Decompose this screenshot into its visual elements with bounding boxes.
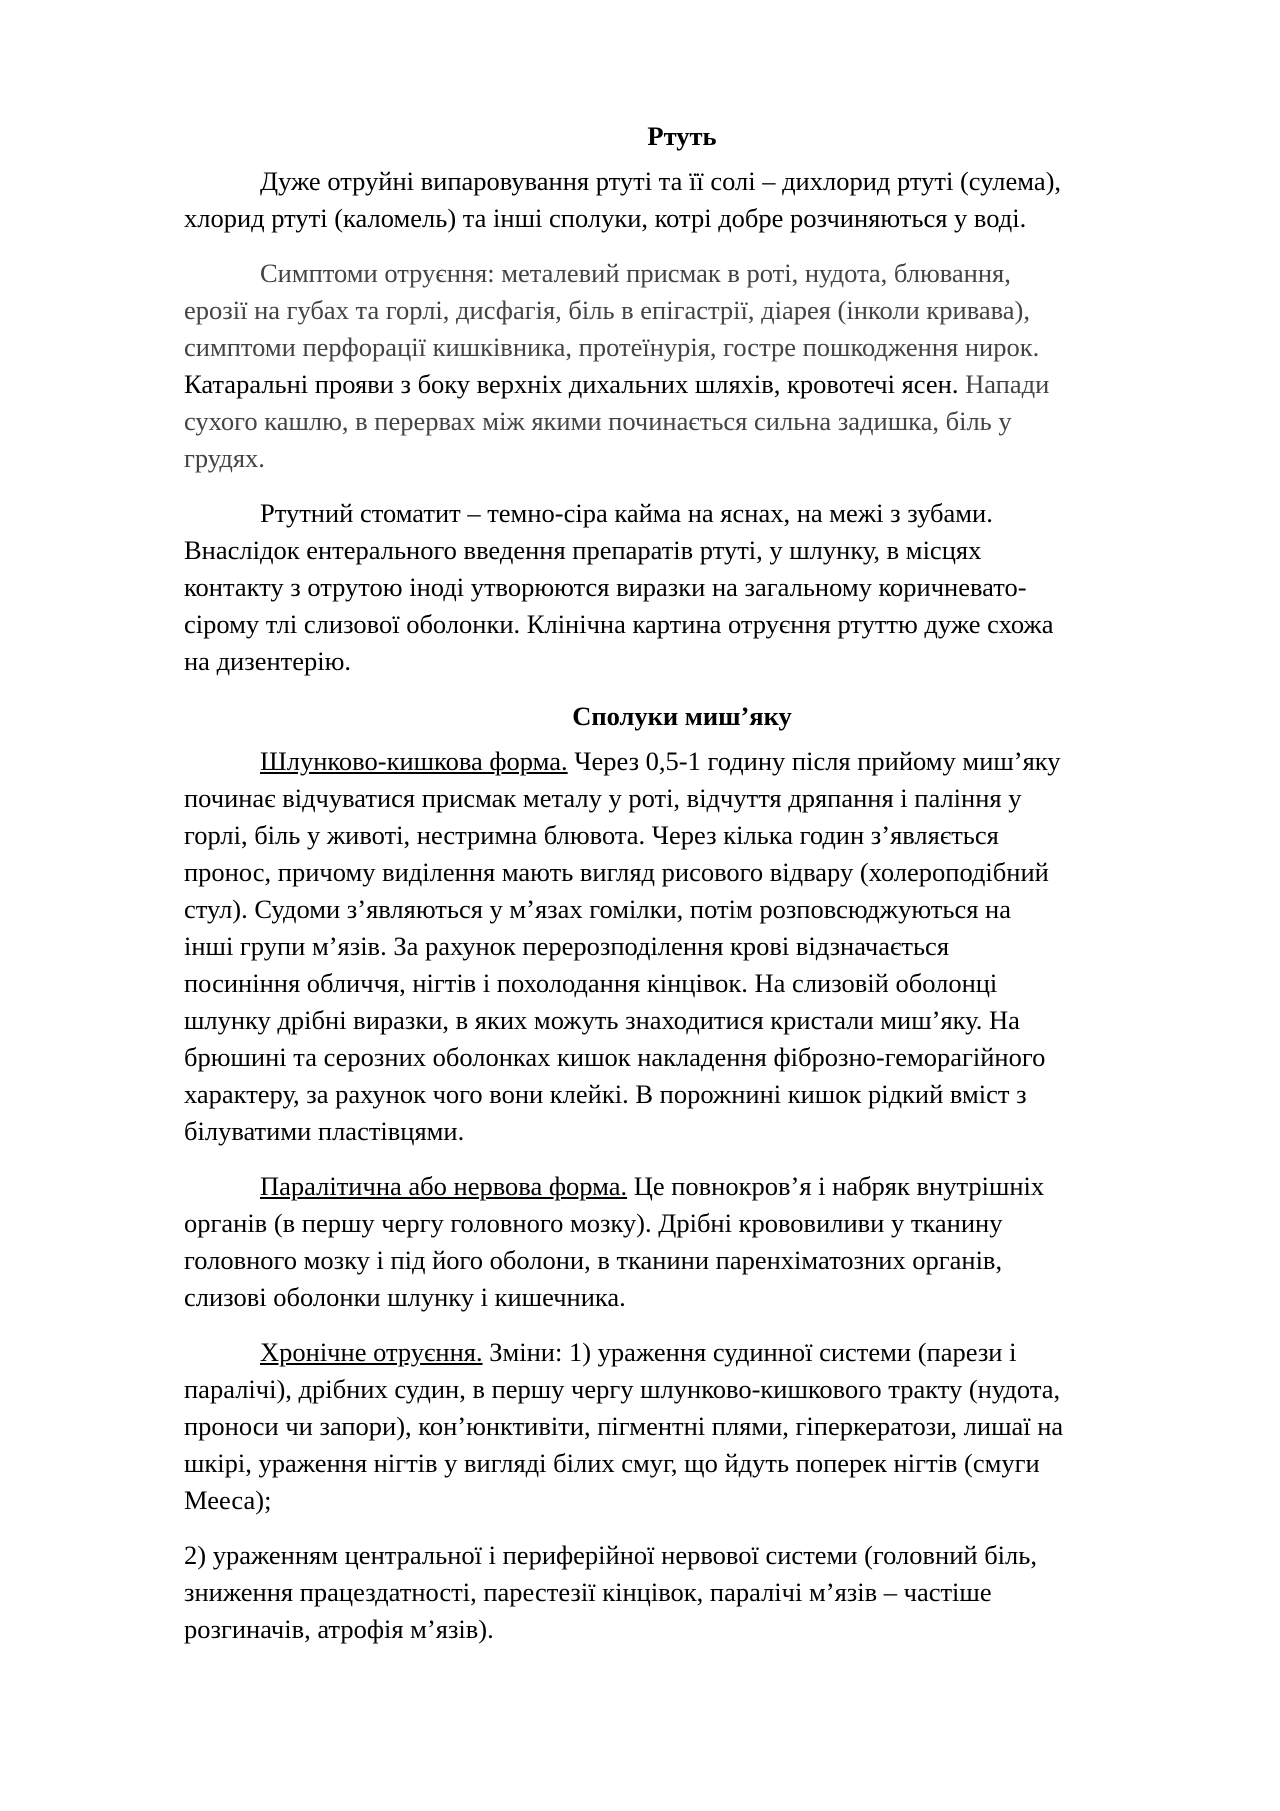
text-line: контакту з отрутою іноді утворюются виразки на загальному коричневато- <box>184 572 1027 602</box>
text-line: органів (в першу чергу головного мозку). Дрібні крововиливи у тканину <box>184 1208 1003 1238</box>
subheading-underlined: Шлунково-кишкова форма. <box>260 746 568 776</box>
text-line: хлорид ртуті (каломель) та інші сполуки, котрі добре розчиняються у воді. <box>184 203 1027 233</box>
text-line: Симптоми отруєння: металевий присмак в роті, нудота, блювання, <box>260 258 1011 288</box>
text-line: паралічі), дрібних судин, в першу чергу шлунково-кишкового тракту (нудота, <box>184 1374 1061 1404</box>
text-line: шлунку дрібні виразки, в яких можуть знаходитися кристали миш’яку. На <box>184 1005 1020 1035</box>
paragraph-arsenic-chronic <box>184 1334 1180 1519</box>
text-line: сухого кашлю, в перервах між якими починається сильна задишка, біль у <box>184 406 1012 436</box>
text-line: брюшині та серозних оболонках кишок накладення фіброзно-геморагійного <box>184 1042 1046 1072</box>
text-segment: Зміни: 1) ураження судинної системи (парези і <box>482 1337 1017 1367</box>
paragraph-arsenic-chronic-2 <box>184 1537 1180 1648</box>
text-line <box>184 366 1180 403</box>
text-line: зниження працездатності, парестезії кінцівок, паралічі м’язів – частіше <box>184 1577 992 1607</box>
text-line <box>184 1168 1180 1205</box>
section-heading-mercury: Ртуть <box>647 121 717 151</box>
text-line: симптоми перфорації кишківника, протеїнурія, гостре пошкодження нирок. <box>184 332 1040 362</box>
text-line: Дуже отруйні випаровування ртуті та її солі – дихлорид ртуті (сулема), <box>260 166 1062 196</box>
text-line: сірому тлі слизової оболонки. Клінічна картина отруєння ртуттю дуже схожа <box>184 609 1054 639</box>
text-line: Внаслідок ентерального введення препаратів ртуті, у шлунку, в місцях <box>184 535 982 565</box>
text-line: білуватими пластівцями. <box>184 1116 465 1146</box>
text-line: на дизентерію. <box>184 646 352 676</box>
text-line: стул). Судоми з’являються у м’язах гомілки, потім розповсюджуються на <box>184 894 1011 924</box>
text-line <box>184 1334 1180 1371</box>
paragraph-mercury-symptoms <box>184 255 1180 477</box>
text-line: інші групи м’язів. За рахунок перерозподілення крові відзначається <box>184 931 950 961</box>
text-line: Ртутний стоматит – темно-сіра кайма на яснах, на межі з зубами. <box>260 498 993 528</box>
text-line: горлі, біль у животі, нестримна блювота. Через кілька годин з’являється <box>184 820 999 850</box>
text-line: головного мозку і під його оболони, в тканини паренхіматозних органів, <box>184 1245 1003 1275</box>
text-segment: Катаральні прояви з боку верхніх дихальних шляхів, кровотечі ясен. <box>184 369 959 399</box>
text-line: пронос, причому виділення мають вигляд рисового відвару (холероподібний <box>184 857 1049 887</box>
subheading-underlined: Хронічне отруєння. <box>260 1337 483 1367</box>
section-heading-arsenic: Сполуки миш’яку <box>572 701 792 731</box>
text-line: ерозії на губах та горлі, дисфагія, біль в епігастрії, діарея (інколи кривава), <box>184 295 1030 325</box>
text-line: Мееса); <box>184 1485 272 1515</box>
text-line: слизові оболонки шлунку і кишечника. <box>184 1282 626 1312</box>
paragraph-mercury-stomatitis <box>184 495 1180 680</box>
paragraph-arsenic-paralytic <box>184 1168 1180 1316</box>
text-line: розгиначів, атрофія м’язів). <box>184 1614 494 1644</box>
text-line: починає відчуватися присмак металу у роті, відчуття дряпання і паління у <box>184 783 1022 813</box>
text-segment: Через 0,5-1 годину після прийому миш’яку <box>567 746 1061 776</box>
text-segment: Це повнокров’я і набряк внутрішніх <box>627 1171 1045 1201</box>
subheading-underlined: Паралітична або нервова форма. <box>260 1171 628 1201</box>
paragraph-arsenic-gastro <box>184 743 1180 1150</box>
text-line: грудях. <box>184 443 265 473</box>
paragraph-mercury-intro <box>184 163 1180 237</box>
text-line: 2) ураженням центральної і периферійної нервової системи (головний біль, <box>184 1540 1037 1570</box>
text-line: шкірі, ураження нігтів у вигляді білих смуг, що йдуть поперек нігтів (смуги <box>184 1448 1040 1478</box>
text-line: проноси чи запори), кон’юнктивіти, пігментні плями, гіперкератози, лишаї на <box>184 1411 1064 1441</box>
text-line: посиніння обличчя, нігтів і похолодання кінцівок. На слизовій оболонці <box>184 968 998 998</box>
text-line <box>184 743 1180 780</box>
text-segment: Напади <box>958 369 1050 399</box>
text-line: характеру, за рахунок чого вони клейкі. В порожнині кишок рідкий вміст з <box>184 1079 1027 1109</box>
